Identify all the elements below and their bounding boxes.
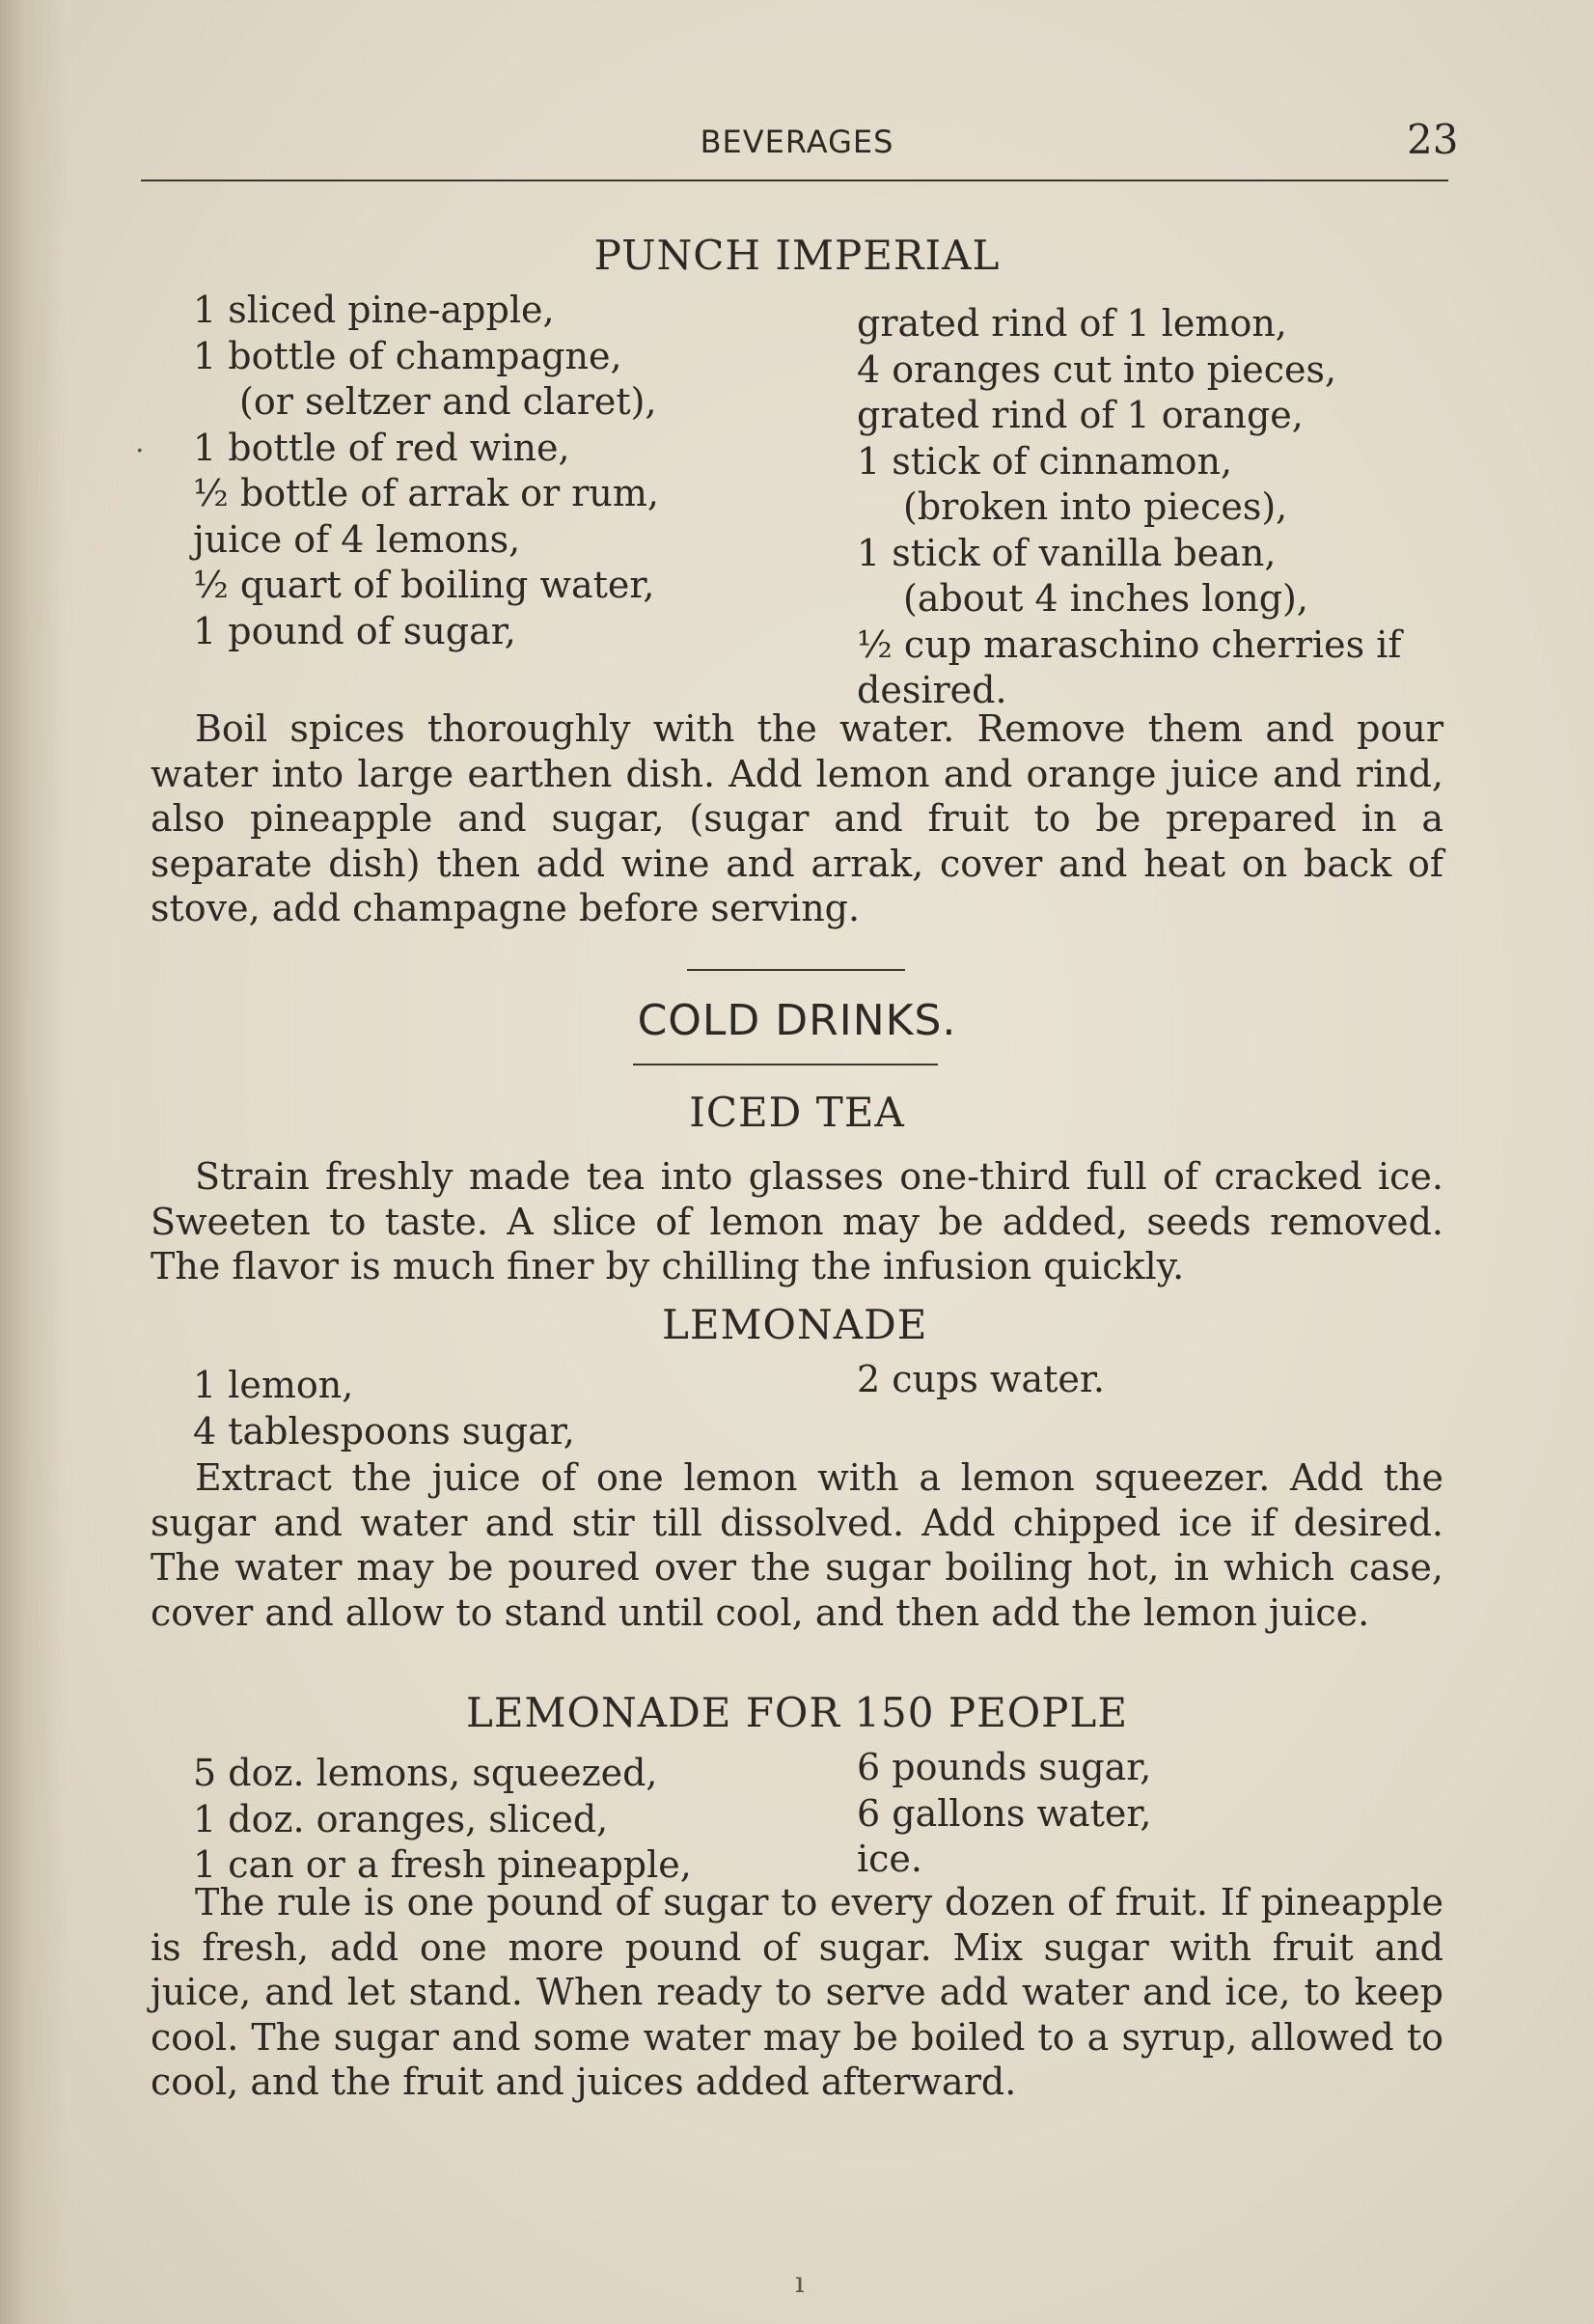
ingredient: 1 lemon, [193, 1364, 354, 1406]
ingredient: 1 sliced pine-apple, [193, 289, 555, 331]
running-head: BEVERAGES [700, 124, 894, 160]
lemonade-150-ingredients-right [857, 1745, 1151, 1883]
ingredient: grated rind of 1 orange, [857, 394, 1304, 436]
ingredient: 1 doz. oranges, sliced, [193, 1797, 609, 1840]
ingredient: 1 pound of sugar, [193, 609, 516, 652]
ingredient: 4 tablespoons sugar, [193, 1409, 575, 1452]
ingredient: 1 can or a fresh pineapple, [193, 1843, 692, 1886]
ingredient: 1 bottle of champagne, [193, 334, 622, 377]
ingredient: ½ cup maraschino cherries if [857, 622, 1402, 666]
bottom-mark: ı [795, 2266, 805, 2300]
lemonade-title: LEMONADE [662, 1301, 928, 1348]
punch-directions: Boil spices thoroughly with the water. Remove them and pour water into large earthen dish. Add lemon and orange juice and rind, also pineapple and sugar, (sugar and fruit to be prepared in a separate dish) then add wine and arrak, cover and heat on back of stove, add champagne before serving. [151, 707, 1443, 929]
lemonade-150-ingredients-left [193, 1751, 692, 1889]
iced-tea-title: ICED TEA [689, 1089, 905, 1136]
cold-drinks-heading: COLD DRINKS. [637, 996, 957, 1045]
ingredient: 5 doz. lemons, squeezed, [193, 1752, 658, 1794]
ingredient: grated rind of 1 lemon, [857, 302, 1287, 345]
ingredient: 4 oranges cut into pieces, [857, 347, 1337, 391]
punch-ingredients-right [857, 301, 1401, 714]
ingredient: 1 stick of cinnamon, [857, 439, 1233, 483]
page-gutter-shadow [0, 0, 68, 2324]
lemonade-150-directions: The rule is one pound of sugar to every dozen of fruit. If pineapple is fresh, add one more pound of sugar. Mix sugar with fruit and juice, and let stand. When ready to serve add water and ice, to keep cool. The sugar and some water may be boiled to a syrup, allowed to cool, and the fruit and juices added afterward. [151, 1881, 1443, 2103]
section-divider [687, 969, 905, 971]
margin-speck: · [135, 434, 145, 468]
ingredient: 2 cups water. [857, 1358, 1105, 1400]
punch-imperial-title: PUNCH IMPERIAL [593, 232, 1001, 279]
heading-underline [633, 1064, 938, 1065]
ingredient: 1 stick of vanilla bean, [857, 531, 1277, 574]
header-rule [141, 180, 1448, 181]
punch-ingredients-left [193, 288, 659, 654]
ingredient: ice. [857, 1838, 923, 1880]
ingredient: ½ quart of boiling water, [193, 564, 655, 606]
ingredient: (broken into pieces), [903, 485, 1288, 528]
ingredient: ½ bottle of arrak or rum, [193, 472, 660, 514]
ingredient: juice of 4 lemons, [193, 517, 521, 561]
ingredient: 6 gallons water, [857, 1791, 1152, 1835]
ingredient: 1 bottle of red wine, [193, 426, 570, 469]
iced-tea-directions: Strain freshly made tea into glasses one-third full of cracked ice. Sweeten to taste. A slice of lemon may be added, seeds removed. The flavor is much finer by chilling the infusion quickly. [151, 1155, 1443, 1287]
ingredient: (or seltzer and claret), [239, 380, 657, 423]
ingredient: desired. [857, 669, 1007, 711]
lemonade-directions: Extract the juice of one lemon with a lemon squeezer. Add the sugar and water and stir till dissolved. Add chipped ice if desired. The water may be poured over the sugar boiling hot, in which case, cover and allow to stand until cool, and then add the lemon juice. [151, 1456, 1443, 1634]
ingredient: (about 4 inches long), [903, 577, 1308, 620]
lemonade-150-title: LEMONADE FOR 150 PEOPLE [466, 1689, 1128, 1736]
lemonade-ingredients-right [857, 1357, 1105, 1403]
page-number: 23 [1407, 116, 1459, 163]
ingredient: 6 pounds sugar, [857, 1746, 1152, 1788]
lemonade-ingredients-left [193, 1363, 575, 1454]
